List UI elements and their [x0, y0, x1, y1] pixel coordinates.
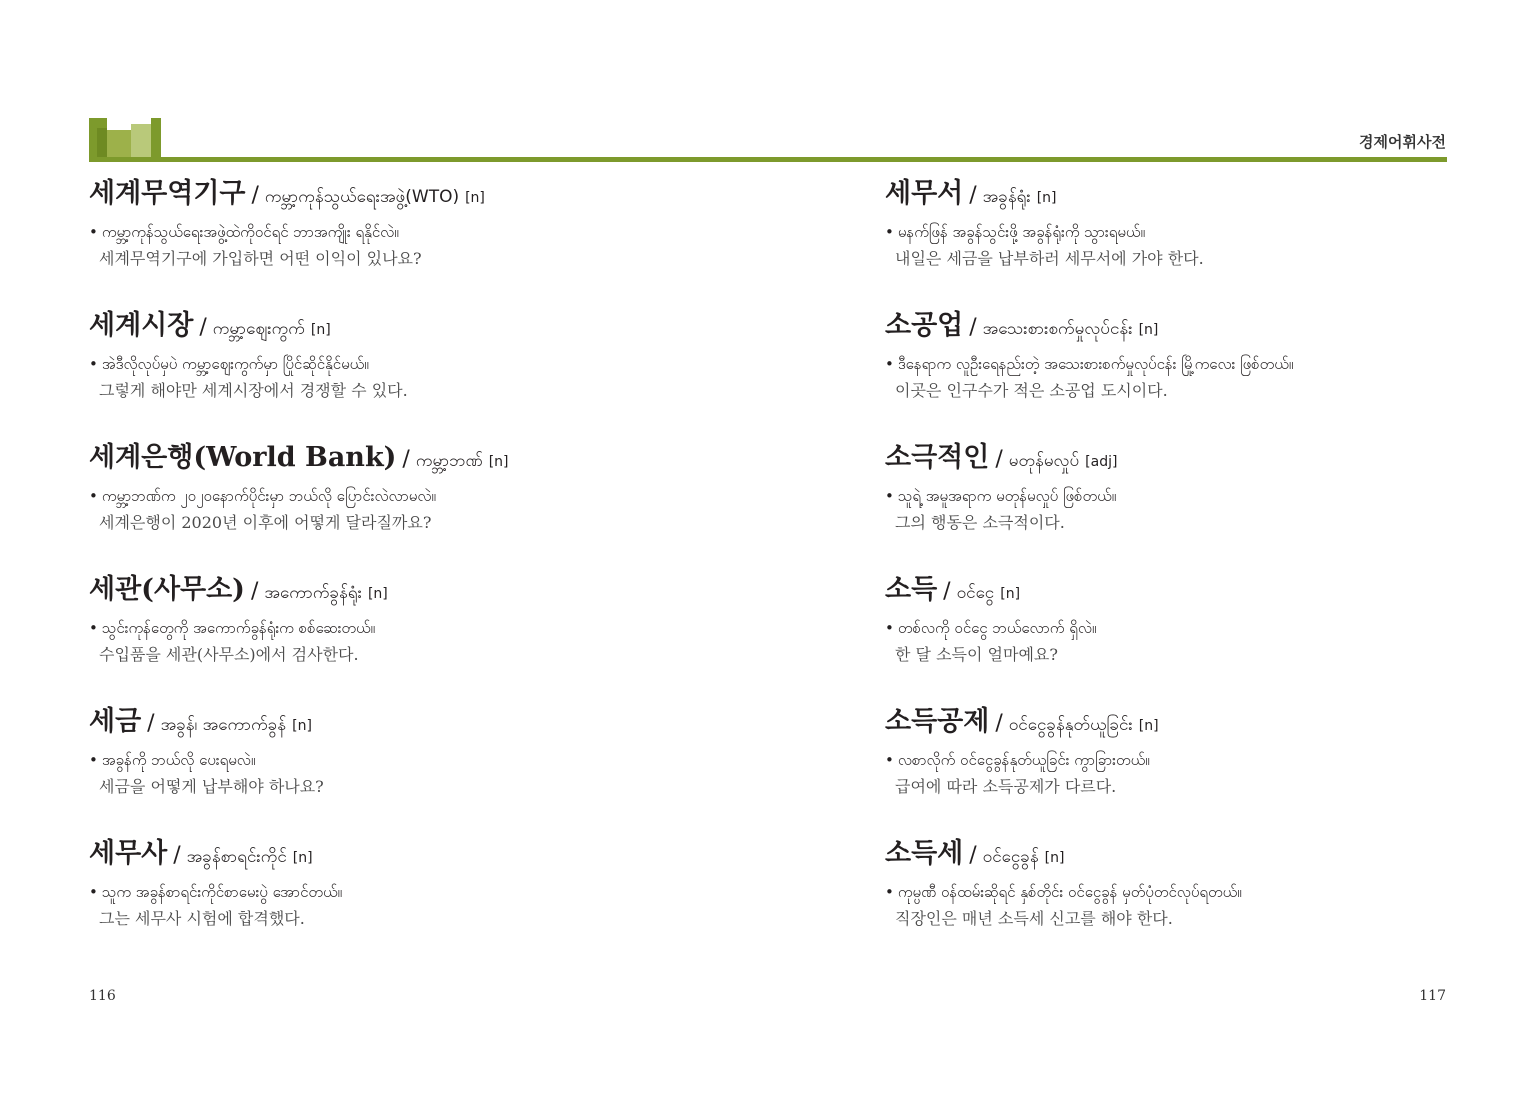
example-myanmar: • ကုမ္ပဏီ ဝန်ထမ်းဆိုရင် နှစ်တိုင်း ဝင်ငွေခွန် မှတ်ပုံတင်လုပ်ရတယ်။: [885, 883, 1242, 901]
header-block: [151, 118, 161, 158]
entry-meaning: ကမ္ဘာ့ဈေးကွက်: [212, 319, 305, 339]
bullet-icon: •: [885, 223, 894, 241]
entry-term: 세계무역기구: [89, 178, 246, 209]
entry-headline: 소득세 / ဝင်ငွေခွန် [n]: [885, 838, 1065, 869]
entry-meaning: ကမ္ဘာ့ကုန်သွယ်ရေးအဖွဲ့(WTO): [264, 187, 460, 207]
entry-term: 소득공제: [885, 706, 990, 737]
example-myanmar: • တစ်လကို ဝင်ငွေ ဘယ်လောက် ရှိလဲ။: [885, 619, 1097, 637]
example-korean: 그의 행동은 소극적이다.: [895, 513, 1065, 532]
dictionary-entry: [885, 307, 1485, 439]
dictionary-entry: [89, 307, 749, 439]
example-korean: 세금을 어떻게 납부해야 하나요?: [99, 777, 324, 796]
page-number-left: 116: [89, 988, 116, 1004]
example-myanmar: • သူရဲ့ အမူအရာက မတုန်မလှုပ် ဖြစ်တယ်။: [885, 487, 1117, 505]
header-decoration: [89, 118, 161, 158]
example-myanmar: • သူက အခွန်စာရင်းကိုင်စာမေးပွဲ အောင်တယ်။: [89, 883, 343, 901]
entry-meaning: ကမ္ဘာ့ဘဏ်: [415, 451, 483, 471]
entry-headline: 세관(사무소) / အကောက်ခွန်ရုံး [n]: [89, 574, 388, 605]
entry-pos: [n]: [465, 190, 485, 206]
bullet-icon: •: [885, 619, 894, 637]
dictionary-entry: [885, 175, 1485, 307]
example-myanmar: • လစာလိုက် ဝင်ငွေခွန်နုတ်ယူခြင်း ကွာခြားတယ်။: [885, 751, 1150, 769]
entry-meaning: အခွန်၊ အကောက်ခွန်: [160, 715, 287, 735]
example-myanmar: • ကမ္ဘာ့ဘဏ်က ၂၀၂၀နောက်ပိုင်းမှာ ဘယ်လို ပြောင်းလဲလာမလဲ။: [89, 487, 436, 505]
entry-pos: [n]: [367, 586, 388, 602]
entry-headline: 소득 / ဝင်ငွေ [n]: [885, 574, 1021, 605]
example-korean: 내일은 세금을 납부하러 세무서에 가야 한다.: [895, 249, 1204, 268]
entry-headline: 세계은행(World Bank) / ကမ္ဘာ့ဘဏ် [n]: [89, 442, 509, 473]
entry-term: 세무사: [89, 838, 168, 869]
example-korean: 세계은행이 2020년 이후에 어떻게 달라질까요?: [99, 513, 432, 532]
entry-meaning: မတုန်မလှုပ်: [1008, 451, 1080, 471]
example-korean: 세계무역기구에 가입하면 어떤 이익이 있나요?: [99, 249, 422, 268]
entry-term: 세관(사무소): [89, 574, 245, 605]
entry-meaning: ဝင်ငွေခွန်: [982, 847, 1039, 867]
dictionary-entry: [885, 571, 1485, 703]
bullet-icon: •: [89, 355, 98, 373]
dictionary-entry: [885, 703, 1485, 835]
entry-meaning: ဝင်ငွေ: [956, 583, 995, 603]
page-number-right: 117: [1419, 988, 1446, 1004]
bullet-icon: •: [89, 487, 98, 505]
example-myanmar: • အခွန်ကို ဘယ်လို ပေးရမလဲ။: [89, 751, 256, 769]
bullet-icon: •: [885, 751, 894, 769]
bullet-icon: •: [89, 883, 98, 901]
dictionary-entry: [885, 439, 1485, 571]
example-korean: 급여에 따라 소득공제가 다르다.: [895, 777, 1117, 796]
entry-pos: [n]: [1138, 322, 1159, 338]
entry-headline: 세계무역기구 / ကမ္ဘာ့ကုန်သွယ်ရေးအဖွဲ့(WTO) [n]: [89, 178, 485, 209]
entry-term: 세무서: [885, 178, 964, 209]
entry-headline: 세무사 / အခွန်စာရင်းကိုင် [n]: [89, 838, 313, 869]
example-myanmar: • ကမ္ဘာ့ကုန်သွယ်ရေးအဖွဲ့ထဲကိုဝင်ရင် ဘာအကျိုး ရနိုင်လဲ။: [89, 223, 399, 241]
entry-meaning: အခွန်ရုံး: [982, 187, 1031, 207]
entry-term: 소극적인: [885, 442, 990, 473]
example-myanmar: • သွင်းကုန်တွေကို အကောက်ခွန်ရုံးက စစ်ဆေးတယ်။: [89, 619, 376, 637]
bullet-icon: •: [885, 487, 894, 505]
entry-meaning: ဝင်ငွေခွန်နုတ်ယူခြင်း: [1008, 715, 1133, 735]
example-korean: 그는 세무사 시험에 합격했다.: [99, 909, 305, 928]
entry-headline: 소득공제 / ဝင်ငွေခွန်နုတ်ယူခြင်း [n]: [885, 706, 1159, 737]
header-block: [131, 124, 151, 158]
entry-term: 소득: [885, 574, 938, 605]
header-rule: [89, 157, 1447, 162]
entry-pos: [n]: [292, 718, 312, 734]
entry-meaning: အခွန်စာရင်းကိုင်: [186, 847, 287, 867]
example-myanmar: • အဲဒီလိုလုပ်မှပဲ ကမ္ဘာ့ဈေးကွက်မှာ ပြိုင်ဆိုင်နိုင်မယ်။: [89, 355, 369, 373]
entry-term: 세금: [89, 706, 142, 737]
book-title: 경제어휘사전: [1359, 133, 1446, 151]
example-korean: 이곳은 인구수가 적은 소공업 도시이다.: [895, 381, 1168, 400]
entry-pos: [adj]: [1085, 454, 1118, 470]
bullet-icon: •: [89, 751, 98, 769]
bullet-icon: •: [89, 223, 98, 241]
example-myanmar: • မနက်ဖြန် အခွန်သွင်းဖို့ အခွန်ရုံးကို သွားရမယ်။: [885, 223, 1146, 241]
header-block: [97, 128, 107, 158]
entry-headline: 소극적인 / မတုန်မလှုပ် [adj]: [885, 442, 1118, 473]
entry-term: 소공업: [885, 310, 964, 341]
dictionary-entry: [89, 835, 749, 967]
bullet-icon: •: [885, 355, 894, 373]
entry-pos: [n]: [1044, 850, 1065, 866]
entry-meaning: အသေးစားစက်မှုလုပ်ငန်း: [982, 319, 1133, 339]
entry-headline: 소공업 / အသေးစားစက်မှုလုပ်ငန်း [n]: [885, 310, 1159, 341]
left-page-column: [89, 175, 749, 967]
entry-pos: [n]: [488, 454, 509, 470]
entry-term: 세계은행(World Bank): [89, 442, 397, 473]
example-korean: 수입품을 세관(사무소)에서 검사한다.: [99, 645, 359, 664]
entry-term: 소득세: [885, 838, 964, 869]
right-page-column: [885, 175, 1485, 967]
header-block: [107, 130, 131, 158]
entry-pos: [n]: [310, 322, 331, 338]
bullet-icon: •: [89, 619, 98, 637]
dictionary-entry: [89, 439, 749, 571]
dictionary-entry: [89, 703, 749, 835]
example-korean: 그렇게 해야만 세계시장에서 경쟁할 수 있다.: [99, 381, 408, 400]
entry-pos: [n]: [292, 850, 313, 866]
entry-headline: 세무서 / အခွန်ရုံး [n]: [885, 178, 1057, 209]
entry-headline: 세계시장 / ကမ္ဘာ့ဈေးကွက် [n]: [89, 310, 331, 341]
example-korean: 한 달 소득이 얼마예요?: [895, 645, 1058, 664]
entry-pos: [n]: [1138, 718, 1159, 734]
entry-pos: [n]: [1036, 190, 1057, 206]
entry-term: 세계시장: [89, 310, 194, 341]
example-myanmar: • ဒီနေရာက လူဦးရေနည်းတဲ့ အသေးစားစက်မှုလုပ်ငန်း မြို့ကလေး ဖြစ်တယ်။: [885, 355, 1294, 373]
bullet-icon: •: [885, 883, 894, 901]
entry-pos: [n]: [1000, 586, 1021, 602]
entry-headline: 세금 / အခွန်၊ အကောက်ခွန် [n]: [89, 706, 312, 737]
dictionary-entry: [89, 571, 749, 703]
example-korean: 직장인은 매년 소득세 신고를 해야 한다.: [895, 909, 1173, 928]
entry-meaning: အကောက်ခွန်ရုံး: [264, 583, 362, 603]
dictionary-entry: [885, 835, 1485, 967]
dictionary-entry: [89, 175, 749, 307]
